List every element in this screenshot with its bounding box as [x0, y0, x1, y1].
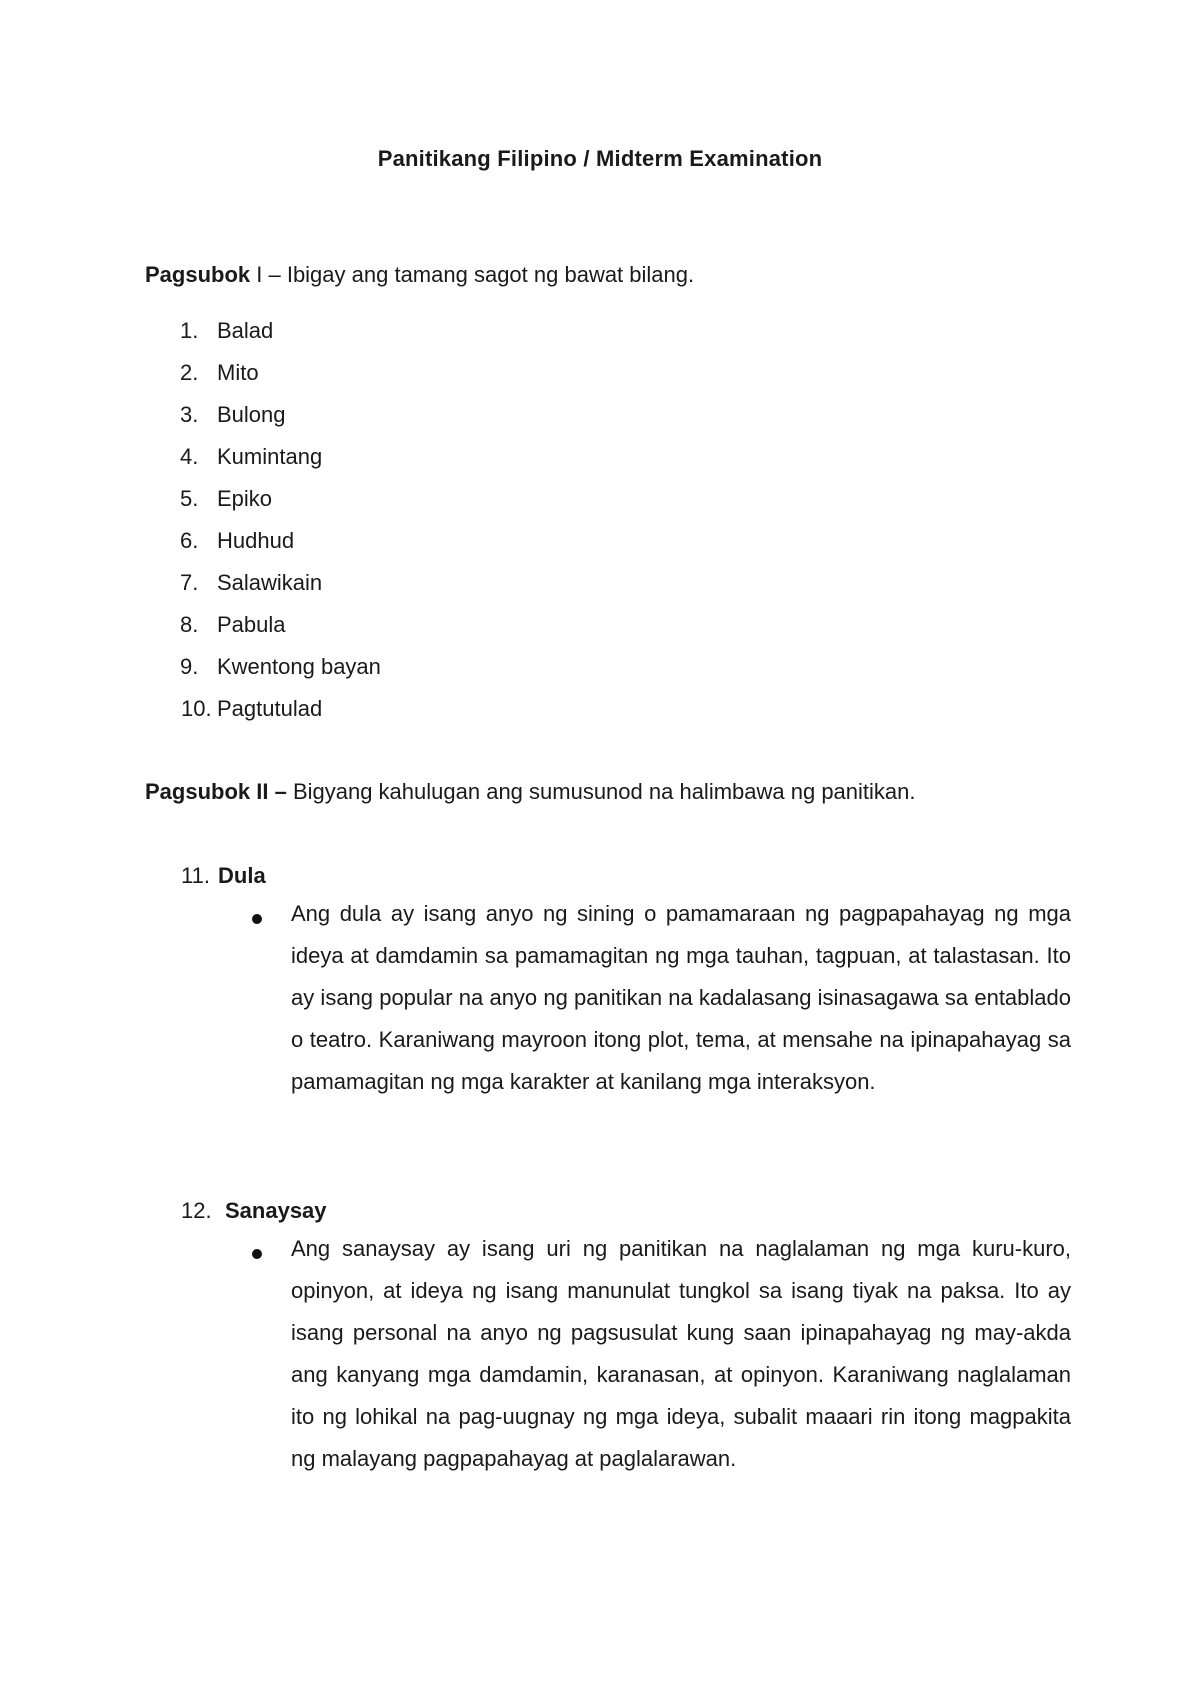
item-text: Pabula — [217, 612, 286, 637]
item-number: 3. — [180, 402, 199, 427]
item-text: Epiko — [217, 486, 273, 511]
item-text: Kwentong bayan — [217, 654, 381, 679]
item-number: 1. — [180, 318, 199, 343]
bullet-icon — [252, 1249, 262, 1259]
item-term: Dula — [218, 863, 266, 888]
item-number: 6. — [180, 528, 199, 553]
item-term: Sanaysay — [225, 1198, 327, 1223]
item-number: 8. — [180, 612, 199, 637]
section-2-instruction: Bigyang kahulugan ang sumusunod na halimbawa ng panitikan. — [286, 779, 916, 804]
item-number: 2. — [180, 360, 199, 385]
item-text: Bulong — [217, 402, 286, 427]
definition-text: Ang dula ay isang anyo ng sining o pamamaraan ng pagpapahayag ng mga ideya at damdamin sa pamamagitan ng mga tauhan, tagpuan, at talastasan. Ito ay isang popular na anyo ng panitikan na kadalasang isinasagawa sa entablado o teatro. Karaniwang mayroon itong plot, tema, at mensahe na ipinapahayag sa pamamagitan ng mga karakter at kanilang mga interaksyon. — [291, 901, 1071, 1094]
item-number: 11. — [181, 863, 210, 888]
section-1-instruction: I – Ibigay ang tamang sagot ng bawat bilang. — [250, 262, 695, 287]
item-text: Mito — [217, 360, 259, 385]
item-text: Salawikain — [217, 570, 323, 595]
item-number: 7. — [180, 570, 199, 595]
item-text: Balad — [217, 318, 274, 343]
section-2-label: Pagsubok II – — [145, 779, 287, 804]
section-1-heading — [145, 262, 694, 288]
item-text: Kumintang — [217, 444, 323, 469]
page-title: Panitikang Filipino / Midterm Examination — [377, 146, 823, 171]
item-number: 10. — [181, 696, 212, 721]
definition-text: Ang sanaysay ay isang uri ng panitikan na naglalaman ng mga kuru-kuro, opinyon, at ideya ng isang manunulat tungkol sa isang tiyak na paksa. Ito ay isang personal na anyo ng pagsusulat kung saan ipinapahayag ng may-akda ang kanyang mga damdamin, karanasan, at opinyon. Karaniwang naglalaman ito ng lohikal na pag-uugnay ng mga ideya, subalit maaari rin itong magpakita ng malayang pagpapahayag at paglalarawan. — [291, 1236, 1071, 1471]
section-2-heading — [145, 779, 916, 805]
item-text: Hudhud — [217, 528, 295, 553]
section-1-label: Pagsubok — [145, 262, 251, 287]
item-number: 4. — [180, 444, 199, 469]
item-number: 12. — [181, 1198, 212, 1223]
item-text: Pagtutulad — [217, 696, 323, 721]
bullet-icon — [252, 914, 262, 924]
item-number: 5. — [180, 486, 199, 511]
item-number: 9. — [180, 654, 199, 679]
